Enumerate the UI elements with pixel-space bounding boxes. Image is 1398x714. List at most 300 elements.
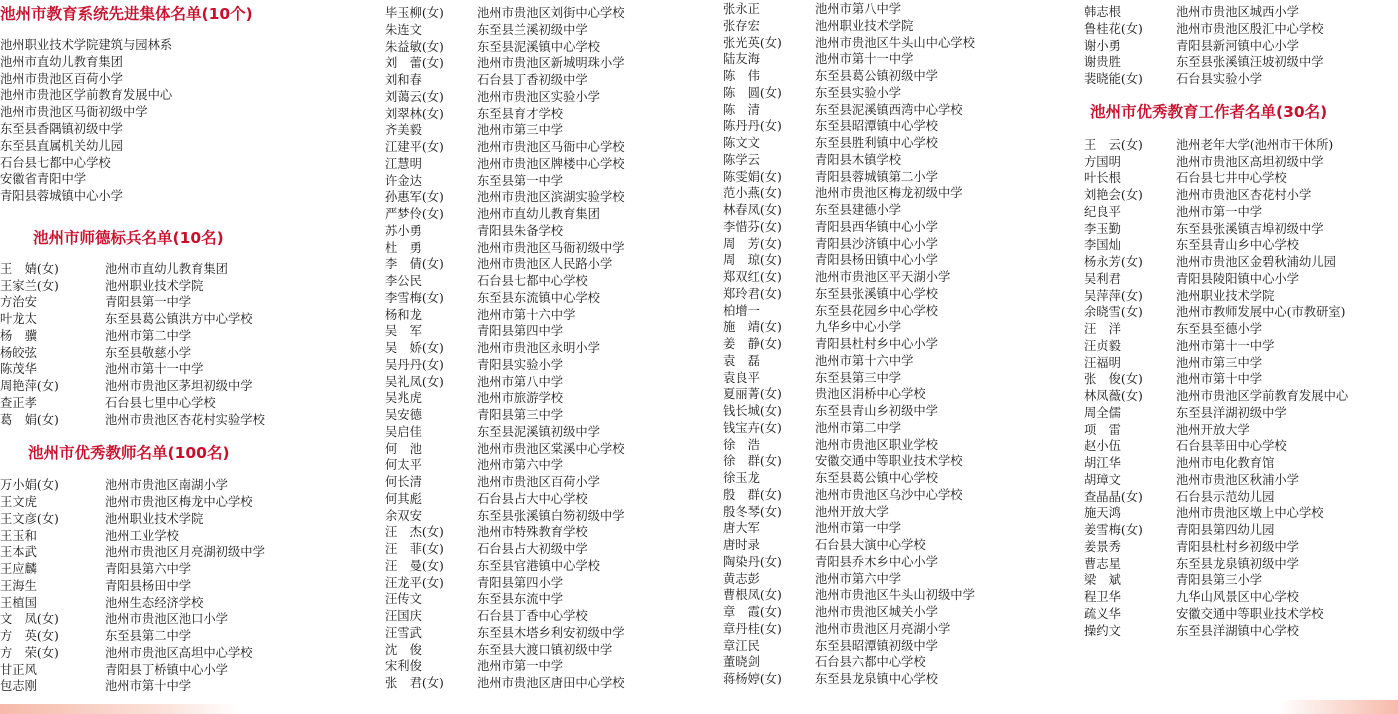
person-name: 余双安 <box>385 508 422 523</box>
organization-name: 贵池区涓桥中心学校 <box>815 387 926 402</box>
organization-name: 池州市教师发展中心(市教研室) <box>1176 305 1346 320</box>
organization-name: 池州市贵池区刘街中心学校 <box>477 6 625 20</box>
organization-name: 青阳县西华镇中心小学 <box>815 219 938 234</box>
person-name: 唐大军 <box>723 521 760 536</box>
organization-name: 池州市贵池区秋浦小学 <box>1176 472 1299 487</box>
organization-name: 池州市第二中学 <box>815 420 902 435</box>
list-item <box>723 470 1063 487</box>
person-name: 徐 浩 <box>723 437 760 452</box>
organization-name: 东至县至德小学 <box>1176 322 1263 336</box>
organization-name: 东至县张溪镇白笏初级中学 <box>477 508 625 523</box>
list-item <box>1084 154 1398 171</box>
organization-name: 池州市第十中学 <box>1176 372 1263 387</box>
person-name: 章丹桂(女) <box>723 621 782 636</box>
organization-name: 东至县葛公镇洪方中心学校 <box>105 312 253 327</box>
list-item <box>723 35 1063 52</box>
person-name: 王 婧(女) <box>0 261 59 276</box>
organization-name: 池州市第十六中学 <box>815 353 914 368</box>
organization-name: 东至县花园乡中心学校 <box>815 303 938 318</box>
list-item <box>385 89 715 106</box>
list-item <box>723 219 1063 236</box>
person-name: 曹根凤(女) <box>723 588 782 603</box>
column-3 <box>723 1 1063 688</box>
organization-name: 石台县占大中心学校 <box>477 491 588 506</box>
list-item <box>385 558 715 575</box>
list-item <box>385 307 715 324</box>
person-name: 葛 娟(女) <box>0 412 59 427</box>
person-name: 宋利俊 <box>385 659 422 674</box>
list-item <box>1084 221 1398 238</box>
person-name: 鲁桂花(女) <box>1084 21 1143 36</box>
person-name: 谢贵胜 <box>1084 55 1121 70</box>
person-name: 姜雪梅(女) <box>1084 523 1143 537</box>
person-name: 李 倩(女) <box>385 257 444 272</box>
organization-name: 青阳县杜村乡中心小学 <box>815 337 938 351</box>
collective-item: 池州职业技术学院建筑与园林系 <box>0 38 173 52</box>
person-name: 刘翠林(女) <box>385 106 444 121</box>
list-item <box>1084 472 1398 489</box>
person-name: 李雪梅(女) <box>385 290 444 305</box>
person-name: 朱益敏(女) <box>385 39 444 54</box>
person-name: 施天鸿 <box>1084 506 1121 521</box>
person-name: 林春凤(女) <box>723 203 782 217</box>
list-item <box>385 290 715 307</box>
organization-name: 东至县洋湖初级中学 <box>1176 405 1287 420</box>
list-item <box>723 504 1063 521</box>
list-item <box>385 139 715 156</box>
list-item <box>1084 187 1398 204</box>
person-name: 殷冬琴(女) <box>723 504 782 519</box>
person-name: 方 英(女) <box>0 629 59 644</box>
list-item <box>1084 4 1398 21</box>
organization-name: 石台县七井中心学校 <box>1176 171 1287 186</box>
organization-name: 东至县官港镇中心学校 <box>477 558 600 573</box>
person-name: 陈文文 <box>723 136 760 150</box>
person-name: 李玉勤 <box>1084 221 1121 236</box>
list-item <box>0 494 370 511</box>
organization-name: 九华山风景区中心学校 <box>1176 590 1299 604</box>
organization-name: 池州市贵池区梅龙初级中学 <box>815 186 963 201</box>
organization-name: 青阳县陵阳镇中心小学 <box>1176 271 1299 286</box>
organization-name: 池州生态经济学校 <box>105 595 204 610</box>
organization-name: 东至县龙泉镇初级中学 <box>1176 556 1299 571</box>
person-name: 李国灿 <box>1084 238 1121 253</box>
person-name: 汪 洋 <box>1084 322 1121 336</box>
organization-name: 池州市特殊教育学校 <box>477 525 588 540</box>
organization-name: 池州市贵池区牌楼中心学校 <box>477 156 625 171</box>
organization-name: 石台县丁香初级中学 <box>477 73 588 87</box>
organization-name: 池州市贵池区池口小学 <box>105 612 228 627</box>
list-item <box>385 658 715 675</box>
collective-item: 池州市贵池区学前教育发展中心 <box>0 88 173 103</box>
person-name: 周艳萍(女) <box>0 379 59 394</box>
person-name: 钱长城(女) <box>723 404 782 418</box>
person-name: 汪国庆 <box>385 609 422 623</box>
person-name: 袁良平 <box>723 370 760 385</box>
list-item <box>0 477 370 494</box>
organization-name: 石台县七里中心学校 <box>105 395 216 410</box>
list-item <box>385 625 715 642</box>
decorative-swoosh <box>0 704 240 714</box>
list-item <box>0 544 370 561</box>
person-name: 项 雷 <box>1084 422 1121 437</box>
teachers-list-3 <box>723 1 1063 688</box>
person-name: 蒋杨婷(女) <box>723 672 782 686</box>
list-item <box>723 671 1063 688</box>
organization-name: 池州市第八中学 <box>815 2 902 16</box>
person-name: 范小燕(女) <box>723 186 782 201</box>
organization-name: 东至县葛公镇初级中学 <box>815 69 938 83</box>
list-item <box>1084 338 1398 355</box>
organization-name: 池州市贵池区城西小学 <box>1176 5 1299 19</box>
person-name: 董晓剑 <box>723 655 760 670</box>
organization-name: 池州市贵池区棠溪中心学校 <box>477 441 625 456</box>
list-item <box>1084 623 1398 640</box>
organization-name: 池州市贵池区殷汇中心学校 <box>1176 21 1324 36</box>
list-item <box>385 608 715 625</box>
person-name: 谢小勇 <box>1084 38 1121 53</box>
teachers-list-2 <box>385 5 715 692</box>
list-item <box>1084 522 1398 539</box>
person-name: 汪传文 <box>385 592 422 607</box>
person-name: 查晶晶(女) <box>1084 489 1143 504</box>
organization-name: 青阳县丁桥镇中心小学 <box>105 662 228 677</box>
organization-name: 青阳县第四中学 <box>477 324 564 339</box>
list-item <box>1084 288 1398 305</box>
organization-name: 青阳县杨田中学 <box>105 578 192 593</box>
list-item <box>723 604 1063 621</box>
list-item <box>385 591 715 608</box>
list-item <box>385 491 715 508</box>
person-name: 万小娟(女) <box>0 478 59 493</box>
list-item <box>723 487 1063 504</box>
person-name: 钱宝卉(女) <box>723 420 782 435</box>
list-item <box>0 395 370 412</box>
list-item <box>723 135 1063 152</box>
person-name: 夏丽菁(女) <box>723 387 782 402</box>
collective-item: 石台县七都中心学校 <box>0 155 111 170</box>
organization-name: 池州市贵池区金碧秋浦幼儿园 <box>1176 255 1336 269</box>
list-item <box>385 424 715 441</box>
person-name: 杨 骥 <box>0 328 37 343</box>
person-name: 王植国 <box>0 595 37 610</box>
list-item <box>385 72 715 89</box>
list-item <box>1084 304 1398 321</box>
list-item <box>723 102 1063 119</box>
organization-name: 东至县建德小学 <box>815 203 902 217</box>
person-name: 严梦伶(女) <box>385 207 444 221</box>
list-item <box>1084 405 1398 422</box>
list-item <box>0 378 370 395</box>
list-item <box>1084 572 1398 589</box>
list-item <box>385 357 715 374</box>
organization-name: 池州市贵池区梅龙中心学校 <box>105 495 253 510</box>
person-name: 张 俊(女) <box>1084 372 1143 387</box>
person-name: 曹志星 <box>1084 556 1121 571</box>
person-name: 汪贞毅 <box>1084 338 1121 353</box>
person-name: 王应麟 <box>0 562 37 577</box>
person-name: 王文虎 <box>0 495 37 510</box>
person-name: 叶长根 <box>1084 171 1121 186</box>
list-item <box>385 541 715 558</box>
list-item <box>723 269 1063 286</box>
person-name: 章 霞(女) <box>723 605 782 619</box>
organization-name: 池州市旅游学校 <box>477 391 564 406</box>
list-item <box>385 374 715 391</box>
person-name: 吴丹丹(女) <box>385 357 444 372</box>
person-name: 吴安德 <box>385 408 422 422</box>
person-name: 齐美毅 <box>385 123 422 138</box>
organization-name: 青阳县蓉城镇第二小学 <box>815 169 938 184</box>
list-item <box>385 675 715 692</box>
organization-name: 石台县示范幼儿园 <box>1176 489 1275 504</box>
organization-name: 池州职业技术学院 <box>105 511 204 526</box>
person-name: 张光英(女) <box>723 35 782 50</box>
organization-name: 东至县张溪镇汪坡初级中学 <box>1176 55 1324 70</box>
person-name: 刘和春 <box>385 73 422 87</box>
person-name: 何其彪 <box>385 491 422 506</box>
organization-name: 青阳县木镇学校 <box>815 152 902 167</box>
list-item <box>1084 237 1398 254</box>
organization-name: 东至县东流中学 <box>477 592 564 607</box>
person-name: 吴 娇(女) <box>385 341 444 355</box>
organization-name: 东至县葛公镇中心学校 <box>815 471 938 485</box>
list-item <box>1084 589 1398 606</box>
organization-name: 青阳县杜村乡初级中学 <box>1176 539 1299 554</box>
organization-name: 石台县大演中心学校 <box>815 538 926 552</box>
list-item <box>1084 254 1398 271</box>
person-name: 操约文 <box>1084 623 1121 638</box>
list-item <box>0 578 370 595</box>
list-item <box>1084 489 1398 506</box>
organization-name: 池州市贵池区墩上中心学校 <box>1176 506 1324 521</box>
person-name: 方 荣(女) <box>0 645 59 660</box>
list-item <box>0 662 370 679</box>
organization-name: 池州市第六中学 <box>477 458 564 473</box>
organization-name: 池州市贵池区职业学校 <box>815 437 938 452</box>
list-item <box>723 236 1063 253</box>
organization-name: 池州工业学校 <box>105 528 179 543</box>
organization-name: 东至县昭潭镇初级中学 <box>815 638 938 653</box>
list-item <box>385 441 715 458</box>
organization-name: 池州市第一中学 <box>1176 204 1263 219</box>
organization-name: 池州职业技术学院 <box>1176 288 1275 303</box>
person-name: 汪雪武 <box>385 625 422 640</box>
person-name: 张存宏 <box>723 18 760 33</box>
organization-name: 池州市贵池区牛头山初级中学 <box>815 588 975 603</box>
organization-name: 池州老年大学(池州市干休所) <box>1176 137 1334 152</box>
list-item <box>385 508 715 525</box>
list-item <box>723 336 1063 353</box>
organization-name: 池州市贵池区人民路小学 <box>477 257 613 272</box>
list-item <box>723 85 1063 102</box>
organization-name: 东至县泥溪镇中心学校 <box>477 39 600 54</box>
organization-name: 池州市贵池区城关小学 <box>815 605 938 619</box>
organization-name: 池州市贵池区唐田中心学校 <box>477 676 625 690</box>
list-item <box>385 273 715 290</box>
organization-name: 池州市贵池区永明小学 <box>477 341 600 355</box>
organization-name: 石台县七都中心学校 <box>477 274 588 288</box>
list-item <box>723 169 1063 186</box>
workers-title: 池州市优秀教育工作者名单(30名) <box>1090 102 1328 121</box>
collective-item: 东至县香隅镇初级中学 <box>0 121 123 136</box>
organization-name: 石台县丁香中心学校 <box>477 609 588 623</box>
list-item <box>1084 71 1398 88</box>
list-item <box>0 645 370 662</box>
list-item <box>385 173 715 190</box>
list-item <box>0 678 370 695</box>
organization-name: 东至县胜利镇中心学校 <box>815 136 938 150</box>
organization-name: 青阳县新河镇中心小学 <box>1176 38 1299 53</box>
organization-name: 池州市贵池区新城明珠小学 <box>477 56 625 71</box>
person-name: 疏义华 <box>1084 606 1121 621</box>
person-name: 赵小伍 <box>1084 439 1121 454</box>
list-item <box>723 437 1063 454</box>
person-name: 江建平(女) <box>385 140 444 154</box>
organization-name: 池州市贵池区百荷小学 <box>477 475 600 489</box>
organization-name: 东至县第一中学 <box>477 173 564 188</box>
person-name: 何长清 <box>385 475 422 489</box>
person-name: 苏小勇 <box>385 223 422 238</box>
person-name: 汪福明 <box>1084 355 1121 370</box>
organization-name: 石台县莘田中心学校 <box>1176 439 1287 454</box>
list-item <box>0 328 370 345</box>
list-item <box>1084 539 1398 556</box>
person-name: 何 池 <box>385 441 422 456</box>
person-name: 王 云(女) <box>1084 137 1143 152</box>
person-name: 毕玉柳(女) <box>385 6 444 20</box>
person-name: 周 芳(女) <box>723 236 782 251</box>
person-name: 胡璋文 <box>1084 472 1121 487</box>
organization-name: 池州市第二中学 <box>105 328 192 343</box>
person-name: 程卫华 <box>1084 590 1121 604</box>
person-name: 陈雯娟(女) <box>723 169 782 184</box>
organization-name: 池州市第十中学 <box>105 679 192 694</box>
organization-name: 池州市贵池区月亮湖小学 <box>815 621 951 636</box>
organization-name: 池州市贵池区学前教育发展中心 <box>1176 389 1349 403</box>
organization-name: 池州市贵池区平天湖小学 <box>815 270 951 284</box>
list-item <box>723 587 1063 604</box>
list-item <box>0 278 370 295</box>
person-name: 王家兰(女) <box>0 278 59 293</box>
organization-name: 东至县兰溪初级中学 <box>477 22 588 37</box>
column-1 <box>0 0 370 695</box>
person-name: 郑玲君(女) <box>723 286 782 301</box>
person-name: 张 君(女) <box>385 676 444 690</box>
list-item <box>1084 355 1398 372</box>
organization-name: 东至县泥溪镇西湾中心学校 <box>815 102 963 117</box>
ethics-list <box>0 261 370 429</box>
person-name: 陆友海 <box>723 52 760 67</box>
organization-name: 池州市第八中学 <box>477 374 564 389</box>
person-name: 余晓雪(女) <box>1084 305 1143 320</box>
list-item <box>723 370 1063 387</box>
person-name: 江慧明 <box>385 156 422 171</box>
person-name: 杨永芳(女) <box>1084 255 1143 269</box>
list-item <box>385 340 715 357</box>
list-item <box>723 554 1063 571</box>
organization-name: 池州市电化教育馆 <box>1176 456 1275 470</box>
organization-name: 池州市贵池区杏花村小学 <box>1176 188 1312 202</box>
list-item <box>723 386 1063 403</box>
list-item <box>0 595 370 612</box>
organization-name: 池州市第十一中学 <box>1176 338 1275 353</box>
list-item <box>385 457 715 474</box>
organization-name: 池州市第一中学 <box>815 521 902 536</box>
person-name: 袁 磊 <box>723 353 760 368</box>
person-name: 许金达 <box>385 173 422 188</box>
person-name: 林凤薇(女) <box>1084 389 1143 403</box>
person-name: 胡江华 <box>1084 456 1121 470</box>
person-name: 周 琼(女) <box>723 253 782 268</box>
person-name: 裴晓能(女) <box>1084 72 1143 86</box>
person-name: 杜 勇 <box>385 240 422 255</box>
organization-name: 池州市贵池区马衙初级中学 <box>477 240 625 255</box>
person-name: 陈茂华 <box>0 362 37 377</box>
person-name: 陈丹丹(女) <box>723 119 782 134</box>
person-name: 李惜芬(女) <box>723 219 782 234</box>
organization-name: 青阳县乔木乡中心小学 <box>815 554 938 569</box>
teachers-title: 池州市优秀教师名单(100名) <box>28 444 230 463</box>
list-item <box>1084 170 1398 187</box>
decorative-swoosh-right <box>1278 700 1398 714</box>
person-name: 柏增一 <box>723 303 760 318</box>
person-name: 包志刚 <box>0 679 37 694</box>
person-name: 施 靖(女) <box>723 320 782 335</box>
list-item <box>1084 606 1398 623</box>
list-item <box>1084 137 1398 154</box>
organization-name: 东至县第二中学 <box>105 629 192 644</box>
person-name: 梁 斌 <box>1084 573 1121 588</box>
person-name: 甘正风 <box>0 662 37 677</box>
organization-name: 池州市贵池区南湖小学 <box>105 478 228 493</box>
organization-name: 池州市贵池区月亮湖初级中学 <box>105 545 265 560</box>
organization-name: 东至县张溪镇吉埠初级中学 <box>1176 221 1324 236</box>
list-item <box>723 1 1063 18</box>
list-item <box>1084 556 1398 573</box>
organization-name: 青阳县朱备学校 <box>477 223 564 238</box>
list-item <box>723 118 1063 135</box>
list-item <box>723 403 1063 420</box>
list-item <box>385 156 715 173</box>
list-item <box>0 345 370 362</box>
collective-item: 安徽省青阳中学 <box>0 172 87 187</box>
organization-name: 池州市贵池区实验小学 <box>477 89 600 104</box>
list-item <box>385 390 715 407</box>
list-item <box>0 261 370 278</box>
person-name: 姜景秀 <box>1084 539 1121 554</box>
organization-name: 东至县大渡口镇初级中学 <box>477 642 613 657</box>
person-name: 吴启佳 <box>385 424 422 439</box>
list-item <box>723 654 1063 671</box>
person-name: 陈学云 <box>723 152 760 167</box>
organization-name: 东至县洋湖镇中心学校 <box>1176 623 1299 638</box>
list-item <box>385 256 715 273</box>
person-name: 方治安 <box>0 295 37 310</box>
list-item <box>385 642 715 659</box>
organization-name: 东至县青山乡中心学校 <box>1176 238 1299 253</box>
organization-name: 池州市贵池区杏花村实验学校 <box>105 412 265 427</box>
person-name: 殷 群(女) <box>723 487 782 502</box>
organization-name: 东至县龙泉镇中心学校 <box>815 672 938 686</box>
organization-name: 安徽交通中等职业技术学校 <box>815 454 963 469</box>
list-item <box>0 611 370 628</box>
list-item <box>723 453 1063 470</box>
list-item <box>385 39 715 56</box>
organization-name: 青阳县第三小学 <box>1176 573 1263 588</box>
organization-name: 青阳县第四幼儿园 <box>1176 523 1275 537</box>
list-item <box>385 474 715 491</box>
